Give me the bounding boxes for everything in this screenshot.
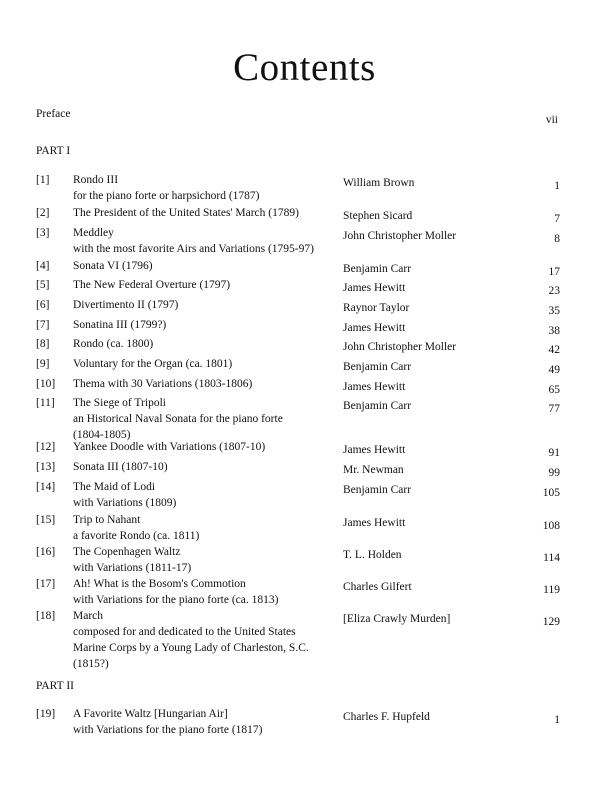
entry-number: [2] bbox=[36, 207, 50, 219]
entry-subtitle: with the most favorite Airs and Variations (1795-97) bbox=[73, 243, 314, 255]
entry-title-line: Yankee Doodle with Variations (1807-10) bbox=[73, 441, 266, 453]
entry-title bbox=[73, 544, 191, 576]
preface-label: Preface bbox=[36, 108, 71, 120]
entry-number: [1] bbox=[36, 174, 50, 186]
entry-title-line: Ah! What is the Bosom's Commotion bbox=[73, 578, 246, 590]
entry-subtitle: composed for and dedicated to the United States bbox=[73, 626, 296, 638]
entry-subtitle: (1804-1805) bbox=[73, 429, 131, 441]
entry-number: [5] bbox=[36, 279, 50, 291]
entry-page: 119 bbox=[543, 584, 560, 596]
entry-title bbox=[73, 258, 153, 274]
entry-number: [17] bbox=[36, 578, 56, 590]
entry-title-line: Meddley bbox=[73, 227, 114, 239]
entry-number: [6] bbox=[36, 299, 50, 311]
entry-title bbox=[73, 479, 176, 511]
entry-title-line: Rondo III bbox=[73, 174, 119, 186]
entry-composer: Benjamin Carr bbox=[343, 263, 412, 275]
entry-composer: James Hewitt bbox=[343, 282, 406, 294]
entry-subtitle: for the piano forte or harpsichord (1787) bbox=[73, 190, 260, 202]
entry-composer: Benjamin Carr bbox=[343, 400, 412, 412]
entry-title-line: The President of the United States' March (1789) bbox=[73, 207, 299, 219]
entry-number: [8] bbox=[36, 338, 50, 350]
entry-composer: Benjamin Carr bbox=[343, 361, 412, 373]
entry-number: [12] bbox=[36, 441, 56, 453]
entry-number: [11] bbox=[36, 397, 55, 409]
entry-number: [10] bbox=[36, 378, 56, 390]
entry-title bbox=[73, 459, 168, 475]
entry-page: 7 bbox=[554, 213, 560, 225]
entry-composer: Mr. Newman bbox=[343, 464, 404, 476]
part-heading: PART I bbox=[36, 145, 71, 157]
entry-number: [16] bbox=[36, 546, 56, 558]
entry-page: 8 bbox=[554, 233, 560, 245]
entry-title bbox=[73, 336, 153, 352]
entry-title-line: Divertimento II (1797) bbox=[73, 299, 179, 311]
entry-number: [14] bbox=[36, 481, 56, 493]
entry-title bbox=[73, 439, 265, 455]
entry-title-line: Sonatina III (1799?) bbox=[73, 319, 167, 331]
entry-page: 17 bbox=[548, 266, 560, 278]
entry-composer: [Eliza Crawly Murden] bbox=[343, 613, 451, 625]
entry-title bbox=[73, 706, 263, 738]
entry-subtitle: with Variations (1809) bbox=[73, 497, 177, 509]
entry-page: 105 bbox=[542, 487, 560, 499]
entry-page: 114 bbox=[543, 552, 560, 564]
entry-number: [9] bbox=[36, 358, 50, 370]
entry-title bbox=[73, 512, 199, 544]
entry-number: [18] bbox=[36, 610, 56, 622]
entry-subtitle: with Variations (1811-17) bbox=[73, 562, 192, 574]
entry-composer: Raynor Taylor bbox=[343, 302, 410, 314]
entry-title bbox=[73, 317, 166, 333]
entry-title-line: The Copenhagen Waltz bbox=[73, 546, 181, 558]
entry-page: 77 bbox=[548, 403, 560, 415]
entry-title bbox=[73, 225, 314, 257]
entry-page: 42 bbox=[548, 344, 560, 356]
entry-title bbox=[73, 277, 230, 293]
entry-page: 1 bbox=[554, 180, 560, 192]
entry-title bbox=[73, 172, 260, 204]
entry-composer: John Christopher Moller bbox=[343, 341, 457, 353]
page-title: Contents bbox=[233, 46, 376, 89]
entry-composer: James Hewitt bbox=[343, 517, 406, 529]
entry-title bbox=[73, 376, 252, 392]
entry-page: 129 bbox=[542, 616, 560, 628]
entry-title-line: March bbox=[73, 610, 104, 622]
entry-page: 23 bbox=[548, 285, 560, 297]
entry-subtitle: a favorite Rondo (ca. 1811) bbox=[73, 530, 200, 542]
entry-page: 38 bbox=[548, 325, 560, 337]
entry-number: [3] bbox=[36, 227, 50, 239]
entry-title bbox=[73, 297, 178, 313]
entry-title-line: Thema with 30 Variations (1803-1806) bbox=[73, 378, 253, 390]
entry-title bbox=[73, 205, 299, 221]
entry-composer: William Brown bbox=[343, 177, 415, 189]
entry-composer: James Hewitt bbox=[343, 444, 406, 456]
entry-title-line: Sonata VI (1796) bbox=[73, 260, 153, 272]
entry-page: 49 bbox=[548, 364, 560, 376]
entry-composer: Stephen Sicard bbox=[343, 210, 413, 222]
entry-composer: Charles F. Hupfeld bbox=[343, 711, 430, 723]
entry-title bbox=[73, 356, 232, 372]
entry-subtitle: with Variations for the piano forte (ca. 1813) bbox=[73, 594, 279, 606]
part-heading: PART II bbox=[36, 680, 74, 692]
entry-title bbox=[73, 395, 283, 443]
entry-title-line: Trip to Nahant bbox=[73, 514, 141, 526]
entry-title-line: Rondo (ca. 1800) bbox=[73, 338, 154, 350]
entry-title-line: A Favorite Waltz [Hungarian Air] bbox=[73, 708, 228, 720]
entry-number: [19] bbox=[36, 708, 56, 720]
entry-number: [4] bbox=[36, 260, 50, 272]
entry-number: [15] bbox=[36, 514, 56, 526]
entry-page: 91 bbox=[548, 447, 560, 459]
entry-composer: Charles Gilfert bbox=[343, 581, 412, 593]
entry-page: 99 bbox=[548, 467, 560, 479]
entry-composer: T. L. Holden bbox=[343, 549, 402, 561]
entry-page: 108 bbox=[542, 520, 560, 532]
entry-title-line: The Siege of Tripoli bbox=[73, 397, 166, 409]
entry-subtitle: with Variations for the piano forte (1817) bbox=[73, 724, 263, 736]
entry-composer: Benjamin Carr bbox=[343, 484, 412, 496]
entry-subtitle: Marine Corps by a Young Lady of Charleston, S.C. bbox=[73, 642, 309, 654]
entry-number: [13] bbox=[36, 461, 56, 473]
entry-composer: John Christopher Moller bbox=[343, 230, 457, 242]
entry-number: [7] bbox=[36, 319, 50, 331]
entry-page: 1 bbox=[554, 714, 560, 726]
entry-subtitle: an Historical Naval Sonata for the piano forte bbox=[73, 413, 283, 425]
preface-page: vii bbox=[545, 114, 558, 126]
entry-title bbox=[73, 608, 309, 672]
entry-title-line: The Maid of Lodi bbox=[73, 481, 156, 493]
entry-composer: James Hewitt bbox=[343, 381, 406, 393]
entry-title-line: Voluntary for the Organ (ca. 1801) bbox=[73, 358, 233, 370]
entry-title bbox=[73, 576, 278, 608]
entry-subtitle: (1815?) bbox=[73, 658, 109, 670]
entry-composer: James Hewitt bbox=[343, 322, 406, 334]
entry-page: 65 bbox=[548, 384, 560, 396]
entry-page: 35 bbox=[548, 305, 560, 317]
entry-title-line: The New Federal Overture (1797) bbox=[73, 279, 231, 291]
entry-title-line: Sonata III (1807-10) bbox=[73, 461, 168, 473]
